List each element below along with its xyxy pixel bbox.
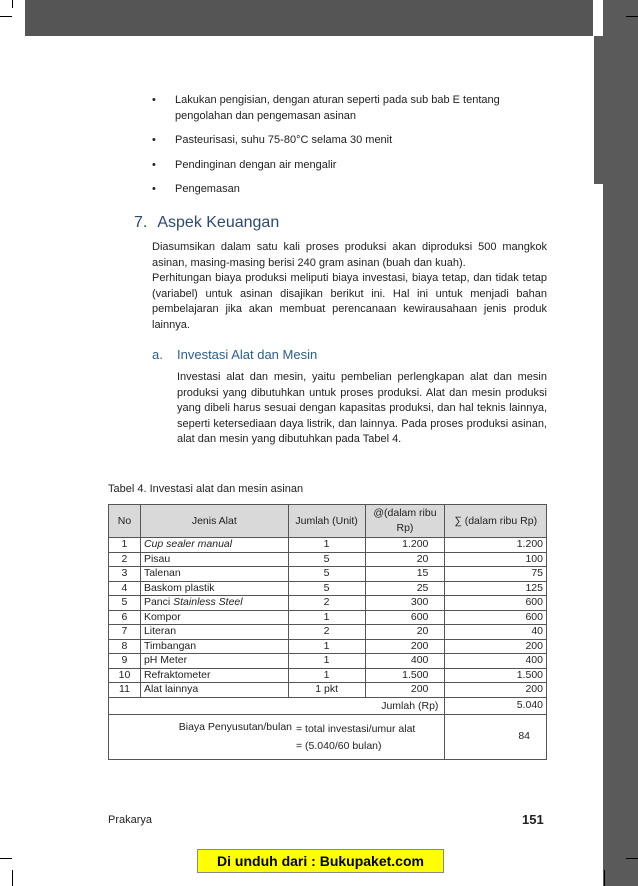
table-row (109, 567, 547, 582)
cell-name: pH Meter (140, 654, 288, 669)
cell-price: 600 (365, 610, 445, 625)
cell-no: 6 (109, 610, 141, 625)
crop-mark (12, 870, 13, 886)
cell-price: 1.200 (365, 538, 445, 553)
section-paragraph-1: Diasumsikan dalam satu kali proses produksi akan diproduksi 500 mangkok asinan, masing-masing berisi 240 gram asinan (buah dan kuah). (152, 241, 547, 269)
cell-no: 1 (109, 538, 141, 553)
cell-qty: 1 (288, 538, 365, 553)
section-title: Aspek Keuangan (157, 214, 280, 231)
cell-price: 200 (365, 683, 445, 698)
cell-total: 200 (445, 639, 547, 654)
cell-no: 2 (109, 552, 141, 567)
depreciation-value: 84 (445, 714, 547, 759)
subsection-letter: a. (152, 347, 163, 362)
crop-mark (604, 870, 605, 886)
col-header-qty: Jumlah (Unit) (288, 505, 365, 538)
cell-no: 5 (109, 596, 141, 611)
crop-mark (626, 16, 638, 17)
table-row (109, 668, 547, 683)
cell-no: 4 (109, 581, 141, 596)
cell-price: 400 (365, 654, 445, 669)
cell-price: 200 (365, 639, 445, 654)
col-header-no: No (109, 505, 141, 538)
col-header-price: @(dalam ribu Rp) (365, 505, 445, 538)
right-side-tab (594, 36, 604, 184)
cell-name: Kompor (140, 610, 288, 625)
cell-no: 10 (109, 668, 141, 683)
cell-name: Baskom plastik (140, 581, 288, 596)
cell-price: 25 (365, 581, 445, 596)
cell-price: 20 (365, 625, 445, 640)
cell-total: 1.200 (445, 538, 547, 553)
cell-qty: 5 (288, 581, 365, 596)
table-caption: Tabel 4. Investasi alat dan mesin asinan (108, 483, 304, 495)
crop-mark (0, 16, 12, 17)
depreciation-label: Biaya Penyusutan/bulan (178, 720, 292, 733)
bullet-item: • Lakukan pengisian, dengan aturan seperti pada sub bab E tentang pengolahan dan pengemasan asinan (152, 93, 547, 124)
cell-name: Talenan (140, 567, 288, 582)
investment-table (108, 504, 547, 760)
table-row (109, 683, 547, 698)
depreciation-formula-2: = (5.040/60 bulan) (296, 739, 382, 752)
cell-total: 600 (445, 610, 547, 625)
cell-name-text: Panci (143, 596, 174, 608)
table-row (109, 625, 547, 640)
cell-name: Cup sealer manual (140, 538, 288, 553)
bullet-item: • Pendinginan dengan air mengalir (152, 158, 547, 174)
sum-row (109, 697, 547, 714)
cell-no: 9 (109, 654, 141, 669)
depreciation-row (109, 714, 547, 759)
cell-price: 1.500 (365, 668, 445, 683)
cell-qty: 1 (288, 610, 365, 625)
cell-total: 40 (445, 625, 547, 640)
cell-no: 3 (109, 567, 141, 582)
section-heading (134, 214, 279, 232)
cell-name-italic: Stainless Steel (173, 596, 243, 608)
cell-name (140, 596, 288, 611)
table-row (109, 610, 547, 625)
top-header-bar (25, 0, 593, 36)
cell-qty: 5 (288, 567, 365, 582)
right-side-bar (603, 0, 638, 886)
table-row (109, 654, 547, 669)
table-row (109, 581, 547, 596)
cell-total: 400 (445, 654, 547, 669)
sum-label: Jumlah (Rp) (109, 697, 445, 714)
depreciation-formula-1: = total investasi/umur alat (296, 722, 416, 735)
cell-name: Alat lainnya (140, 683, 288, 698)
section-number: 7. (134, 214, 148, 231)
cell-qty: 1 (288, 668, 365, 683)
cell-qty: 2 (288, 625, 365, 640)
col-header-total: ∑ (dalam ribu Rp) (445, 505, 547, 538)
cell-total: 600 (445, 596, 547, 611)
cell-total: 1.500 (445, 668, 547, 683)
section-paragraph-2: Perhitungan biaya produksi meliputi biaya investasi, biaya tetap, dan tidak tetap (variabel) untuk asinan disajikan berikut ini. Hal ini untuk menjadi bahan pembelajaran jika akan membuat perencanaan kewirausahaan jenis produk lainnya. (152, 272, 547, 331)
depreciation-cell (109, 714, 445, 759)
crop-mark (12, 0, 13, 8)
cell-price: 300 (365, 596, 445, 611)
cell-total: 75 (445, 567, 547, 582)
cell-qty: 1 (288, 654, 365, 669)
cell-no: 8 (109, 639, 141, 654)
cell-qty: 5 (288, 552, 365, 567)
crop-mark (0, 858, 12, 859)
subsection-paragraph: Investasi alat dan mesin, yaitu pembelian perlengkapan alat dan mesin produksi yang dibutuhkan untuk proses produksi. Alat dan mesin produksi yang dibeli harus sesuai dengan kapasitas produksi, dan hal teknis lainnya, seperti ketersediaan daya listrik, dan lainnya. Pada proses produksi asinan, alat dan mesin yang dibutuhkan pada Tabel 4. (177, 371, 547, 445)
download-banner: Di unduh dari : Bukupaket.com (197, 849, 444, 873)
cell-qty: 1 pkt (288, 683, 365, 698)
table-row (109, 538, 547, 553)
table-row (109, 552, 547, 567)
cell-no: 11 (109, 683, 141, 698)
cell-name: Literan (140, 625, 288, 640)
cell-qty: 1 (288, 639, 365, 654)
table-row (109, 639, 547, 654)
cell-total: 100 (445, 552, 547, 567)
bullet-item: • Pasteurisasi, suhu 75-80°C selama 30 menit (152, 133, 547, 149)
cell-name: Refraktometer (140, 668, 288, 683)
cell-price: 15 (365, 567, 445, 582)
cell-total: 200 (445, 683, 547, 698)
footer-book-title: Prakarya (108, 814, 153, 826)
cell-name: Pisau (140, 552, 288, 567)
col-header-name: Jenis Alat (140, 505, 288, 538)
subsection-title: Investasi Alat dan Mesin (177, 347, 318, 362)
cell-qty: 2 (288, 596, 365, 611)
subsection-heading (152, 347, 317, 362)
crop-mark (626, 858, 638, 859)
sum-value: 5.040 (445, 697, 547, 714)
cell-no: 7 (109, 625, 141, 640)
table-header-row (109, 505, 547, 538)
bullet-item: • Pengemasan (152, 182, 547, 198)
bullet-list (152, 93, 547, 207)
page-number: 151 (522, 812, 544, 827)
cell-name: Timbangan (140, 639, 288, 654)
cell-price: 20 (365, 552, 445, 567)
table-row (109, 596, 547, 611)
cell-total: 125 (445, 581, 547, 596)
